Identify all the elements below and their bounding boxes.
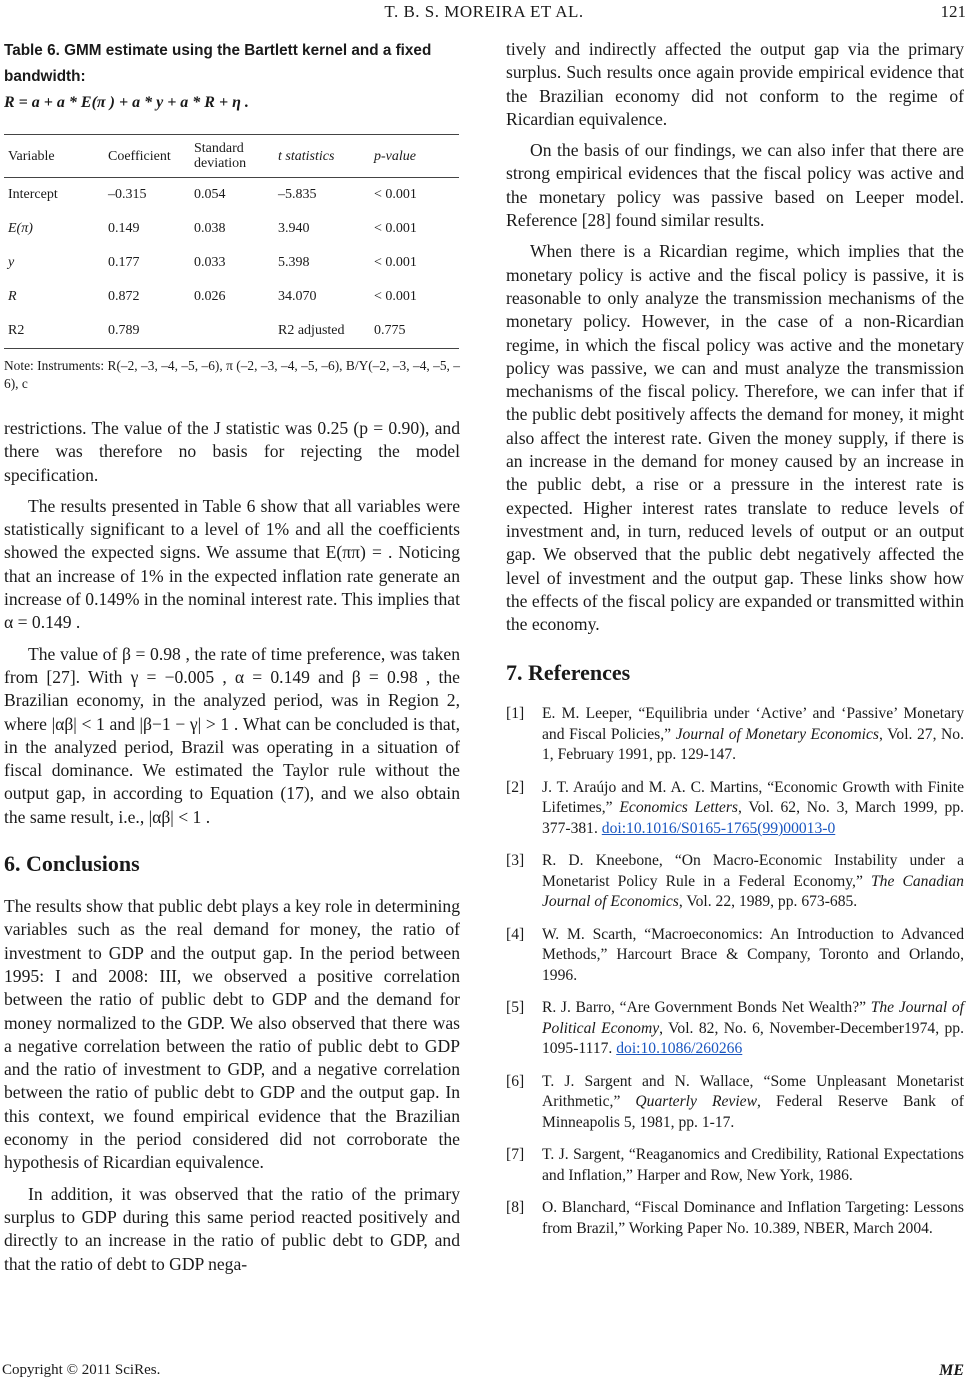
paragraph: In addition, it was observed that the ratio of the primary surplus to GDP during this same period reacted positively and directly to an increase in the ratio of public debt to GDP, and that the ratio of debt to GDP nega- <box>4 1183 460 1274</box>
page-header <box>0 2 968 30</box>
table-header-row <box>4 135 459 178</box>
paragraph: The results show that public debt plays a key role in determining variables such as the real demand for money, the ratio of investment to GDP and the output gap. In the period between 1995: I and 2008: III, we observed a positive correlation between the ratio of public debt to GDP and the demand for money normalized to the GDP. We also observed that there was a negative correlation between the ratio of public debt to GDP and the ratio of investment to GDP, and a negative correlation between the ratio of public debt to GDP and the output gap. In this context, we found empirical evidence that the Brazilian economy in the period considered did not corroborate the hypothesis of Ricardian equivalence. <box>4 896 460 1173</box>
running-title: T. B. S. MOREIRA ET AL. <box>384 2 584 21</box>
reference-number: [2] <box>506 778 525 796</box>
left-column <box>4 38 460 1276</box>
reference-item: [4] W. M. Scarth, “Macroeconomics: An Introduction to Advanced Methods,” Harcourt Brace & Company, Toronto and Orlando, 1996. <box>506 925 964 984</box>
table-caption: Table 6. GMM estimate using the Bartlett kernel and a fixed bandwidth: R = a + a * E(π ) + a * y + a * R + η . <box>4 42 432 111</box>
reference-item: [5] R. J. Barro, “Are Government Bonds Net Wealth?” The Journal of Political Economy, Vol. 82, No. 6, November-December1974, pp. 1095-1117. doi:10.1086/260266 <box>506 999 965 1058</box>
table-equation: R = a + a * E(π ) + a * y + a * R + η . <box>4 94 249 111</box>
paragraph: The results presented in Table 6 show that all variables were statistically significant to a level of 1% and all the coefficients showed the expected signs. We assume that E(ππ) = . Noticing that an increase of 1% in the expected inflation rate generate an increase of 0.149% in the nominal interest rate. This implies that α = 0.149 . <box>4 495 460 633</box>
col-variable: Variable <box>4 135 104 178</box>
right-column <box>506 38 964 1251</box>
table-row: y 0.177 0.033 5.398 < 0.001 <box>8 255 417 270</box>
table-row: E(π) 0.149 0.038 3.940 < 0.001 <box>8 221 417 236</box>
references-heading: 7. References <box>506 660 631 686</box>
table-row-r2: R2 0.789 R2 adjusted 0.775 <box>4 314 459 349</box>
doi-link[interactable]: doi:10.1016/S0165-1765(99)00013-0 <box>601 819 836 837</box>
reference-journal: Economics Letters <box>619 799 738 817</box>
copyright: Copyright © 2011 SciRes. <box>2 1362 161 1378</box>
paragraph: tively and indirectly affected the output gap via the primary surplus. Such results once again provide empirical evidence that the Brazilian economy did not conform to the regime of Ricardian equivalence. <box>506 39 964 129</box>
doi-link[interactable]: doi:10.1086/260266 <box>616 1040 743 1058</box>
reference-number: [1] <box>506 705 525 723</box>
reference-journal: The Canadian Journal of Economics <box>542 872 964 911</box>
reference-item: [8] O. Blanchard, “Fiscal Dominance and Inflation Targeting: Lessons from Brazil,” Working Paper No. 10.389, NBER, March 2004. <box>506 1199 964 1237</box>
col-p-value: p-value <box>370 135 459 178</box>
paragraph: restrictions. The value of the J statistic was 0.25 (p = 0.90), and there was therefore no basis for rejecting the model specification. <box>4 418 460 485</box>
paragraph: The value of β = 0.98 , the rate of time preference, was taken from [27]. With γ = −0.005 , α = 0.149 and β = 0.98 , the Brazilian economy, in the analyzed period, was in Region 2, where |αβ| < 1 and |β−1 − γ| > 1 . What can be concluded is that, in the analyzed period, Brazil was operating in a situation of fiscal dominance. We estimated the Taylor rule without the output gap, in according to Equation (17), and we also obtain the same result, i.e., |αβ| < 1 . <box>4 643 460 827</box>
page-footer <box>0 1362 968 1384</box>
reference-item: [7] T. J. Sargent, “Reaganomics and Credibility, Rational Expectations and Inflation,” Harper and Row, New York, 1986. <box>506 1146 964 1184</box>
reference-journal: The Journal of Political Economy <box>542 999 965 1037</box>
table-row: Intercept –0.315 0.054 –5.835 < 0.001 <box>8 187 417 202</box>
col-std-dev: Standard deviation <box>190 135 274 178</box>
table-note: Note: Instruments: R(–2, –3, –4, –5, –6), π (–2, –3, –4, –5, –6), B/Y(–2, –3, –4, –5, –6), c <box>4 358 460 391</box>
results-table <box>4 134 459 349</box>
reference-number: [8] <box>506 1199 525 1217</box>
reference-number: [5] <box>506 999 525 1017</box>
page-number: 121 <box>940 2 966 21</box>
table-row: R 0.872 0.026 34.070 < 0.001 <box>8 289 417 304</box>
reference-item: [1] E. M. Leeper, “Equilibria under ‘Active’ and ‘Passive’ Monetary and Fiscal Policies,” Journal of Monetary Economics, Vol. 27, No. 1, February 1991, pp. 129-147. <box>506 705 964 764</box>
paragraph: When there is a Ricardian regime, which implies that the monetary policy is active and the fiscal policy is passive, it is reasonable to only analyze the transmission mechanisms of the monetary policy. However, in the case of a non-Ricardian regime, in which the fiscal policy was active and the monetary policy was passive, we can and must analyze the transmission mechanisms of the fiscal policy. Therefore, we can infer that if the public debt positively affects the demand for money, it might also affect the interest rate. Given the money supply, if there is an increase in the demand for money caused by an increase in the public debt, a rise or a pressure in the interest rate is expected. Higher interest rates translate to reduce levels of investment and, in turn, reduced levels of output or an output gap. We observed that the public debt negatively affected the level of investment and the output gap. These links show how the effects of the fiscal policy are expanded or transmitted within the economy. <box>506 241 964 635</box>
reference-item: [6] T. J. Sargent and N. Wallace, “Some Unpleasant Monetarist Arithmetic,” Quarterly Review, Federal Reserve Bank of Minneapolis 5, 1981, pp. 1-17. <box>506 1072 964 1131</box>
reference-number: [4] <box>506 925 525 943</box>
reference-item: [2] J. T. Araújo and M. A. C. Martins, “Economic Growth with Finite Lifetimes,” Economics Letters, Vol. 62, No. 3, March 1999, pp. 377-381. doi:10.1016/S0165-1765(99)00013-0 <box>506 778 965 837</box>
reference-list <box>506 704 964 1239</box>
reference-number: [3] <box>506 852 525 870</box>
reference-number: [7] <box>506 1146 525 1164</box>
journal-abbrev: ME <box>939 1362 964 1379</box>
reference-number: [6] <box>506 1072 525 1090</box>
col-t-stat: t statistics <box>274 135 370 178</box>
paragraph: On the basis of our findings, we can also infer that there are strong empirical evidences that the fiscal policy was active and the monetary policy was passive based on Leeper model. Reference [28] found similar results. <box>506 140 964 231</box>
reference-journal: Journal of Monetary Economics <box>675 725 879 743</box>
reference-item: [3] R. D. Kneebone, “On Macro-Economic Instability under a Monetarist Policy Rule in a Federal Economy,” The Canadian Journal of Economics, Vol. 22, 1989, pp. 673-685. <box>506 852 964 911</box>
col-coefficient: Coefficient <box>104 135 190 178</box>
section-heading: 6. Conclusions <box>4 851 140 877</box>
reference-journal: Quarterly Review <box>635 1093 757 1111</box>
